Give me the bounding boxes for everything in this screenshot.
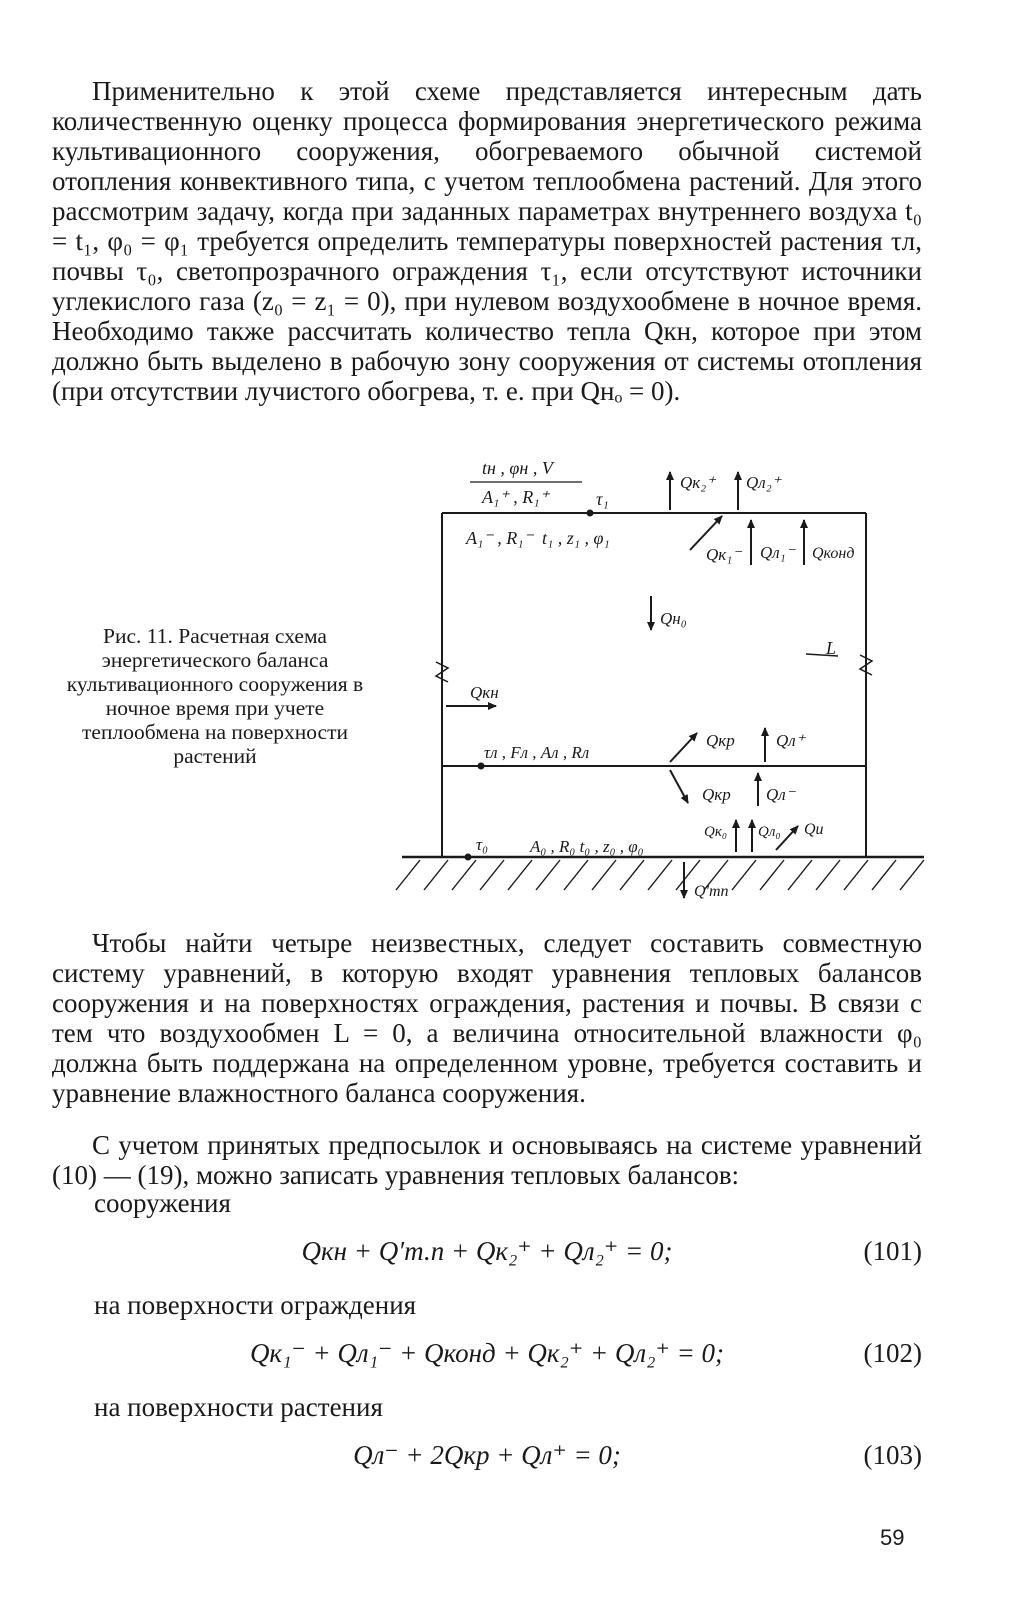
label-ql-minus: Qл⁻ xyxy=(766,785,795,804)
label-inner-flux: A₁⁻ , R₁⁻ xyxy=(466,528,534,548)
label-ql-plus: Qл⁺ xyxy=(776,731,805,750)
label-ql2: Qл₂⁺ xyxy=(746,473,781,492)
label-fence-surface: на поверхности ограждения xyxy=(94,1290,417,1320)
label-ql0: Qл₀ xyxy=(758,824,781,840)
label-tau0: τ₀ xyxy=(476,835,488,854)
label-qkond: Qконд xyxy=(812,545,855,562)
label-qkn: Qкн xyxy=(470,683,499,702)
label-qn0: Qн₀ xyxy=(660,609,687,628)
equation-101-number: (101) xyxy=(863,1236,922,1266)
plant-point xyxy=(478,763,485,770)
label-soil-params: A₀ , R₀ t₀ , z₀ , φ₀ xyxy=(530,837,644,856)
equation-103-number: (103) xyxy=(863,1440,922,1470)
label-qtp: Q'тп xyxy=(694,883,729,900)
tau1-point xyxy=(587,510,594,517)
label-air1: t₁ , z₁ , φ₁ xyxy=(542,528,610,548)
arrow-qkp-down xyxy=(670,770,688,803)
label-L: L xyxy=(826,638,837,658)
label-plant-params: τл , Fл , Aл , Rл xyxy=(484,743,590,762)
label-qkp-down: Qкр xyxy=(702,785,731,804)
label-ql1: Qл₁⁻ xyxy=(760,543,795,562)
paragraph-premises: С учетом принятых предпосылок и основываясь на системе уравнений (10) — (19), можно записать уравнения тепловых балансов: xyxy=(52,1130,922,1190)
paragraph-intro: Применительно к этой схеме представляется интересным дать количественную оценку процесса формирования энергетического режима культивационного сооружения, обогреваемого обычной системой отопления конвективного типа, с учетом теплообмена растений. Для этого рассмотрим задачу, когда при заданных параметрах внутреннего воздуха t₀ = t₁, φ₀ = φ₁ требуется определить температуры поверхностей растения τл, почвы τ₀, светопрозрачного ограждения τ₁, если отсутствуют источники углекислого газа (z₀ = z₁ = 0), при нулевом воздухообмене в ночное время. Необходимо также рассчитать количество тепла Qкн, которое при этом должно быть выделено в рабочую зону сооружения от системы отопления (при отсутствии лучистого обогрева, т. е. при Qнₒ = 0). xyxy=(52,76,922,406)
equation-102 xyxy=(52,1338,922,1378)
label-qk0: Qк₀ xyxy=(704,824,728,840)
label-qk2: Qк₂⁺ xyxy=(680,473,716,492)
figure-caption: Рис. 11. Расчетная схема энергетического баланса культивационного сооружения в ночное время при учете теплообмена на поверхности растений xyxy=(66,624,364,768)
arrow-qkp-up xyxy=(670,733,697,762)
page-number: 59 xyxy=(880,1525,905,1550)
equation-103-text: Qл⁻ + 2Qкр + Qл⁺ = 0; xyxy=(353,1440,621,1470)
label-outer-flux: A₁⁺ , R₁⁺ xyxy=(482,487,550,507)
equation-102-text: Qк₁⁻ + Qл₁⁻ + Qконд + Qк₂⁺ + Qл₂⁺ = 0; xyxy=(249,1338,725,1368)
label-plant-surface: на поверхности растения xyxy=(94,1392,383,1422)
equation-103 xyxy=(52,1440,922,1480)
paragraph-unknowns: Чтобы найти четыре неизвестных, следует составить совместную систему уравнений, в которую входят уравнения тепловых балансов сооружения и на поверхностях ограждения, растения и почвы. В связи с тем что воздухообмен L = 0, а величина относительной влажности φ₀ должна быть поддержана на определенном уровне, требуется составить и уравнение влажностного баланса сооружения. xyxy=(52,928,922,1108)
ground-hatching xyxy=(396,860,924,890)
label-qu: Qu xyxy=(804,821,824,838)
equation-101-text: Qкн + Q′т.п + Qк₂⁺ + Qл₂⁺ = 0; xyxy=(301,1236,673,1266)
equation-101 xyxy=(52,1236,922,1276)
equation-102-number: (102) xyxy=(863,1338,922,1368)
label-qk1: Qк₁⁻ xyxy=(706,545,742,564)
tau0-point xyxy=(465,854,472,861)
label-tau1: τ₁ xyxy=(596,489,609,509)
label-construction: сооружения xyxy=(94,1188,231,1218)
label-qkp-up: Qкр xyxy=(706,731,735,750)
label-outer-params: tн , φн , V xyxy=(482,458,553,478)
